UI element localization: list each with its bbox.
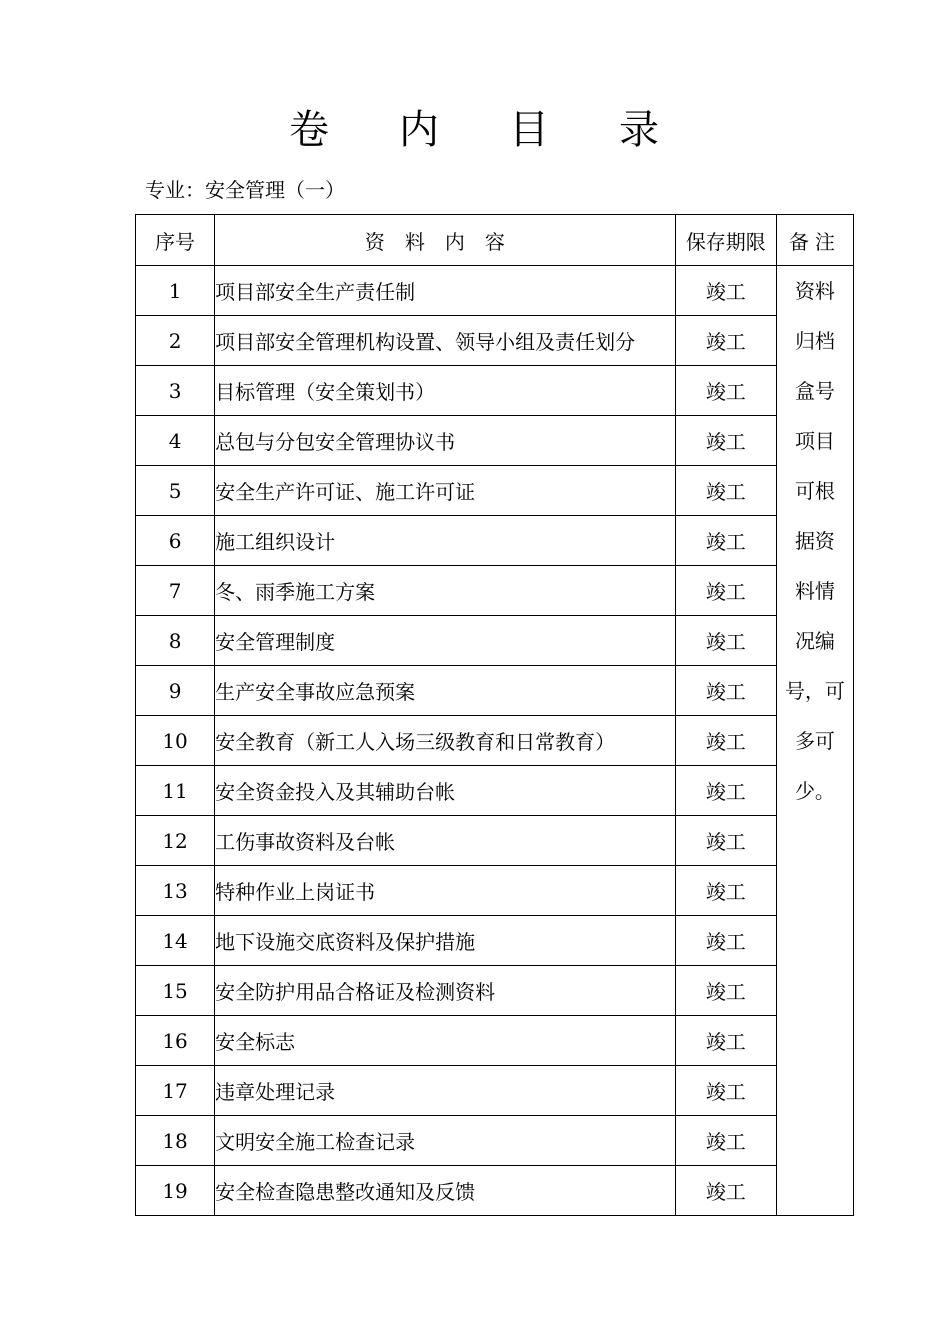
row-number: 18 (136, 1116, 215, 1166)
row-period: 竣工 (675, 916, 776, 966)
catalog-table (135, 214, 854, 1216)
row-number: 3 (136, 366, 215, 416)
notes-line: 据资 (794, 529, 835, 553)
row-content: 安全教育（新工人入场三级教育和日常教育） (215, 716, 676, 766)
title-char: 卷 (289, 107, 331, 153)
row-content: 安全检查隐患整改通知及反馈 (215, 1166, 676, 1216)
table-row (136, 666, 854, 716)
row-period: 竣工 (675, 1066, 776, 1116)
row-period: 竣工 (675, 1166, 776, 1216)
title-char: 内 (399, 107, 441, 153)
table-row (136, 466, 854, 516)
notes-cell (776, 266, 853, 1216)
row-period: 竣工 (675, 466, 776, 516)
row-period: 竣工 (675, 1016, 776, 1066)
row-content: 项目部安全生产责任制 (215, 266, 676, 316)
notes-line: 资料 (794, 279, 835, 303)
row-content: 地下设施交底资料及保护措施 (215, 916, 676, 966)
specialty-label: 专业：安全管理（一） (145, 178, 345, 202)
table-row (136, 266, 854, 316)
notes-line: 归档 (794, 329, 835, 353)
table-body (136, 266, 854, 1216)
row-period: 竣工 (675, 566, 776, 616)
row-period: 竣工 (675, 316, 776, 366)
notes-line: 项目 (794, 429, 835, 453)
row-period: 竣工 (675, 516, 776, 566)
row-number: 14 (136, 916, 215, 966)
table-row (136, 316, 854, 366)
row-content: 安全生产许可证、施工许可证 (215, 466, 676, 516)
row-number: 11 (136, 766, 215, 816)
row-number: 16 (136, 1016, 215, 1066)
row-period: 竣工 (675, 716, 776, 766)
header-period: 保存期限 (675, 215, 776, 266)
table-row (136, 716, 854, 766)
row-number: 13 (136, 866, 215, 916)
table-row (136, 966, 854, 1016)
row-content: 目标管理（安全策划书） (215, 366, 676, 416)
table-row (136, 1116, 854, 1166)
row-period: 竣工 (675, 616, 776, 666)
header-content: 资料内容 (215, 215, 676, 266)
notes-line: 多可 (794, 729, 835, 753)
row-content: 安全管理制度 (215, 616, 676, 666)
table-row (136, 366, 854, 416)
row-content: 施工组织设计 (215, 516, 676, 566)
row-content: 冬、雨季施工方案 (215, 566, 676, 616)
notes-line: 可根 (794, 479, 835, 503)
row-number: 15 (136, 966, 215, 1016)
row-content: 安全资金投入及其辅助台帐 (215, 766, 676, 816)
row-number: 2 (136, 316, 215, 366)
table-row (136, 1016, 854, 1066)
row-content: 文明安全施工检查记录 (215, 1116, 676, 1166)
table-row (136, 566, 854, 616)
table-row (136, 416, 854, 466)
table-row (136, 866, 854, 916)
page-title (0, 98, 950, 155)
row-period: 竣工 (675, 966, 776, 1016)
table-row (136, 766, 854, 816)
table-row (136, 516, 854, 566)
table-row (136, 1066, 854, 1116)
row-content: 总包与分包安全管理协议书 (215, 416, 676, 466)
row-number: 7 (136, 566, 215, 616)
row-number: 12 (136, 816, 215, 866)
row-content: 特种作业上岗证书 (215, 866, 676, 916)
row-number: 9 (136, 666, 215, 716)
title-char: 录 (619, 107, 661, 153)
row-number: 6 (136, 516, 215, 566)
row-content: 生产安全事故应急预案 (215, 666, 676, 716)
row-number: 4 (136, 416, 215, 466)
row-period: 竣工 (675, 766, 776, 816)
row-content: 违章处理记录 (215, 1066, 676, 1116)
row-content: 工伤事故资料及台帐 (215, 816, 676, 866)
table-row (136, 916, 854, 966)
row-number: 17 (136, 1066, 215, 1116)
row-number: 1 (136, 266, 215, 316)
row-period: 竣工 (675, 816, 776, 866)
table-row (136, 1166, 854, 1216)
table-row (136, 616, 854, 666)
row-number: 10 (136, 716, 215, 766)
row-content: 安全标志 (215, 1016, 676, 1066)
notes-line: 盒号 (794, 379, 835, 403)
row-number: 19 (136, 1166, 215, 1216)
row-content: 项目部安全管理机构设置、领导小组及责任划分 (215, 316, 676, 366)
notes-line: 号，可 (784, 679, 845, 703)
row-period: 竣工 (675, 1116, 776, 1166)
row-number: 8 (136, 616, 215, 666)
row-content: 安全防护用品合格证及检测资料 (215, 966, 676, 1016)
row-period: 竣工 (675, 266, 776, 316)
header-notes: 备注 (776, 215, 853, 266)
title-char: 目 (509, 107, 551, 153)
row-period: 竣工 (675, 366, 776, 416)
notes-line: 少。 (794, 779, 835, 803)
row-period: 竣工 (675, 416, 776, 466)
table-row (136, 816, 854, 866)
notes-line: 料情 (794, 579, 835, 603)
row-period: 竣工 (675, 666, 776, 716)
row-number: 5 (136, 466, 215, 516)
header-no: 序号 (136, 215, 215, 266)
row-period: 竣工 (675, 866, 776, 916)
table-header-row (136, 215, 854, 266)
notes-line: 况编 (794, 629, 835, 653)
